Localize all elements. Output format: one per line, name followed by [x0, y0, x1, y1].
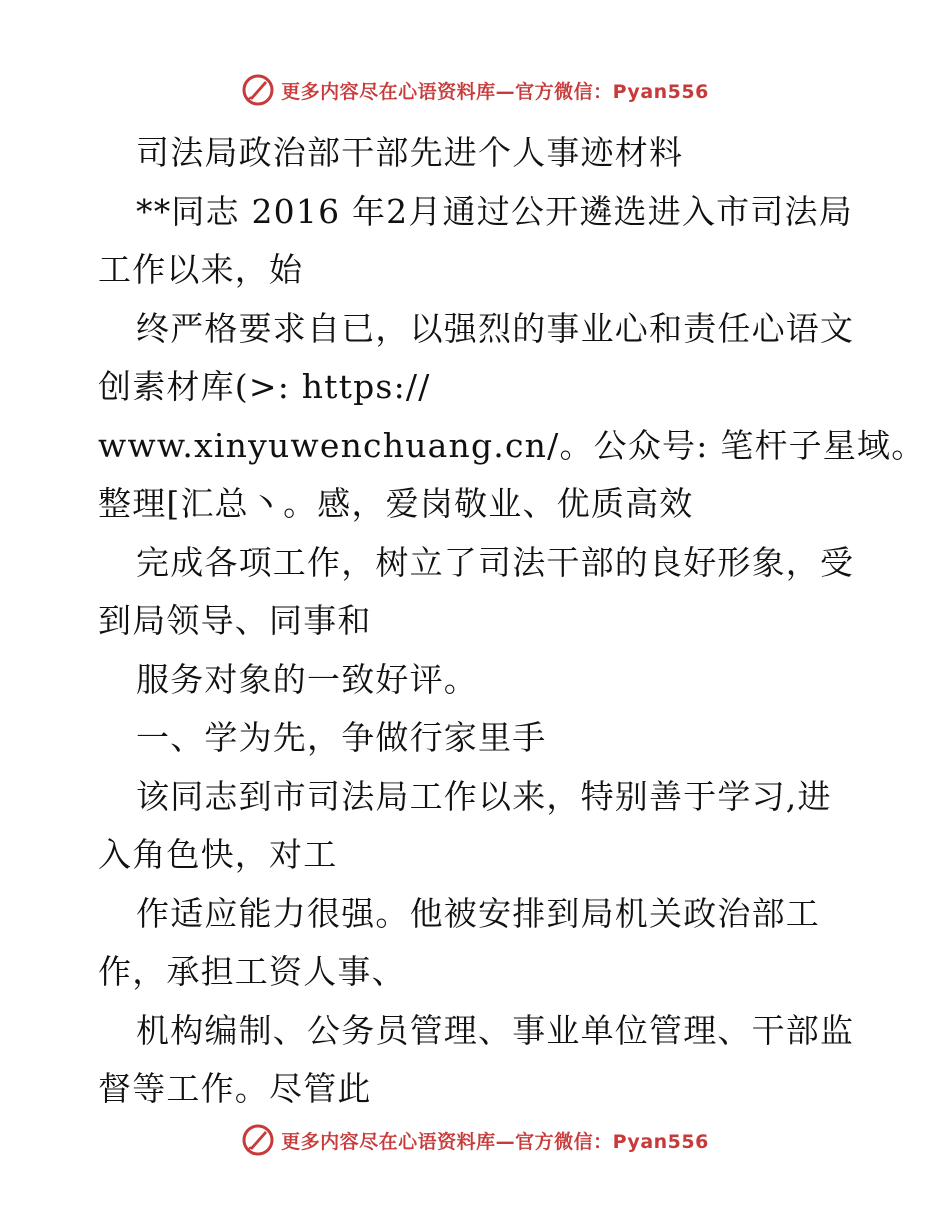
text-line: 工作以来，始 — [98, 250, 304, 289]
footer-banner — [0, 1120, 950, 1160]
text-line: 终严格要求自已，以强烈的事业心和责任心语文 — [136, 308, 855, 348]
quill-pen-logo-icon — [241, 73, 275, 107]
text-line: **同志 2016 年2月通过公开遴选进入市司法局 — [136, 191, 853, 231]
header-banner — [0, 70, 950, 110]
text-line: 作，承担工资人事、 — [98, 952, 406, 991]
text-line: 该同志到市司法局工作以来，特别善于学习,进 — [136, 776, 832, 816]
text-line: 入角色快，对工 — [98, 835, 338, 874]
text-line: 完成各项工作，树立了司法干部的良好形象，受 — [136, 542, 855, 582]
banner-text: 更多内容尽在心语资料库—官方微信：Pyan556 — [281, 1130, 709, 1153]
text-line: 整理[汇总丶。感，爱岗敬业、优质高效 — [98, 484, 694, 523]
text-line: 作适应能力很强。他被安排到局机关政治部工 — [136, 893, 820, 933]
text-line: 创素材库(>: https:// — [98, 367, 431, 406]
text-line: 一、学为先，争做行家里手 — [136, 718, 547, 757]
banner-text: 更多内容尽在心语资料库—官方微信：Pyan556 — [281, 80, 709, 103]
text-line: 服务对象的一致好评。 — [136, 659, 478, 699]
text-line: 机构编制、公务员管理、事业单位管理、干部监 — [136, 1010, 855, 1050]
quill-pen-logo-icon — [241, 1123, 275, 1157]
text-line: 司法局政治部干部先进个人事迹材料 — [136, 133, 684, 172]
text-line: 到局领导、同事和 — [98, 601, 372, 640]
text-line: www.xinyuwenchuang.cn/。公众号: 笔杆子星域。 — [98, 425, 926, 465]
text-line: 督等工作。尽管此 — [98, 1069, 372, 1108]
document-body — [98, 124, 926, 1119]
